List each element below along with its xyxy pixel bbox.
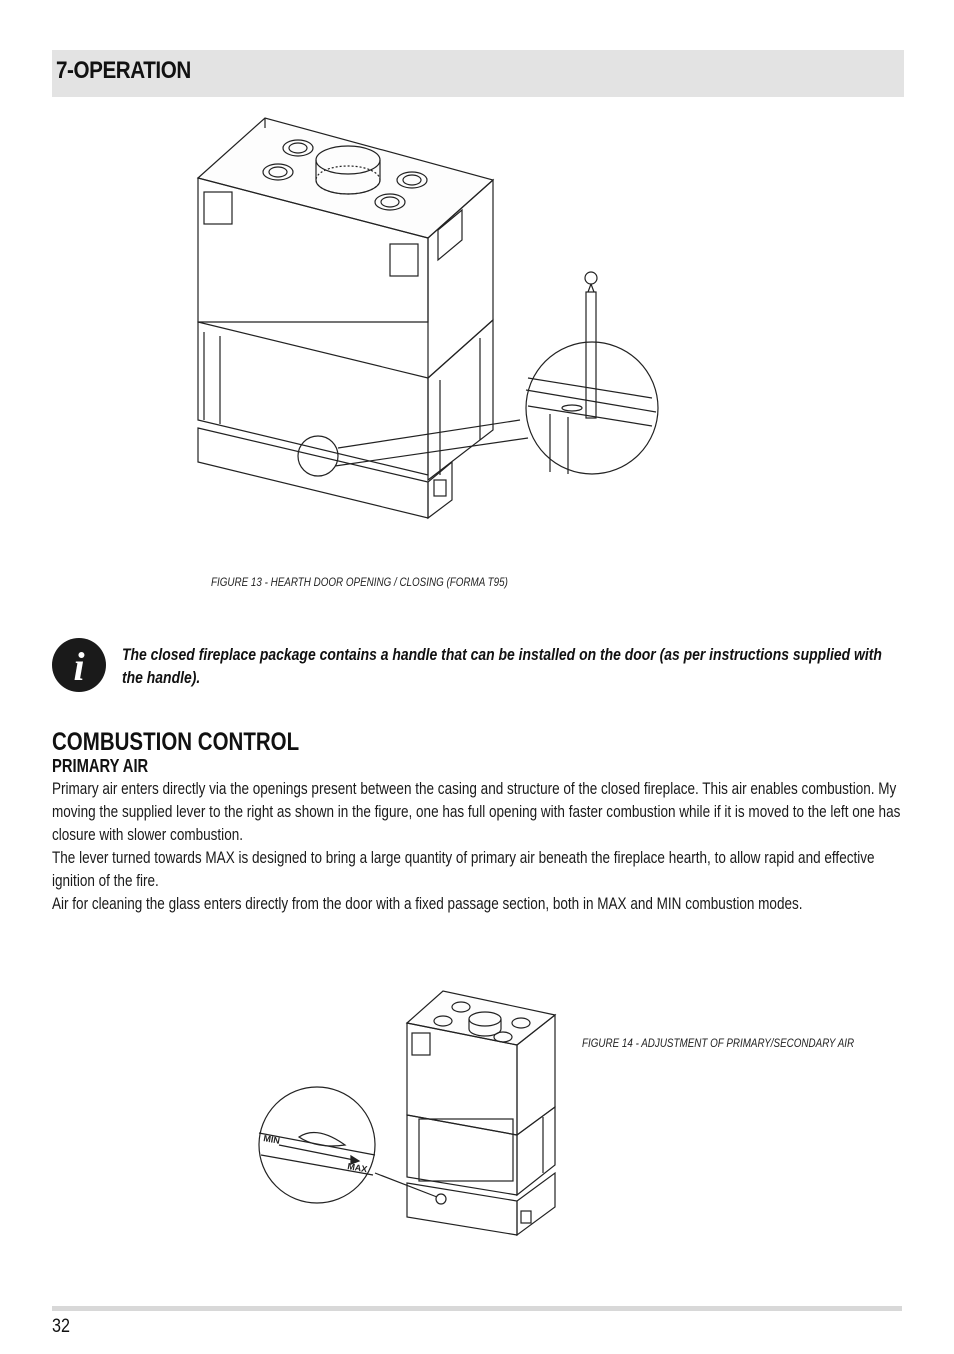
primary-air-body — [52, 778, 904, 916]
footer-rule — [52, 1306, 902, 1311]
paragraph: The lever turned towards MAX is designed to bring a large quantity of primary air beneath the fireplace hearth, to allow rapid and effective ignition of the fire. — [52, 849, 875, 890]
note-text: The closed fireplace package contains a handle that can be installed on the door (as per instructions supplied with the handle). — [122, 645, 882, 687]
figure-13-drawing — [190, 110, 670, 530]
combustion-heading: COMBUSTION CONTROL — [52, 728, 300, 756]
primary-air-subheading: PRIMARY AIR — [52, 756, 149, 776]
figure-14-caption: FIGURE 14 - ADJUSTMENT OF PRIMARY/SECONDARY AIR — [582, 1036, 855, 1050]
figure-13-caption: FIGURE 13 - HEARTH DOOR OPENING / CLOSING (FORMA T95) — [211, 575, 508, 589]
section-title: 7-OPERATION — [56, 57, 191, 84]
info-icon-letter: i — [73, 644, 85, 689]
max-label: MAX — [346, 1161, 369, 1175]
paragraph: Air for cleaning the glass enters directly from the door with a fixed passage section, both in MAX and MIN combustion modes. — [52, 895, 803, 913]
page-number: 32 — [52, 1316, 70, 1337]
info-icon — [52, 638, 106, 692]
figure-14-drawing — [255, 985, 565, 1245]
paragraph: Primary air enters directly via the openings present between the casing and structure of the closed fireplace. This air enables combustion. My moving the supplied lever to the right as shown in the figure, one has full opening with faster combustion while if it is moved to the left one has closure with slower combustion. — [52, 780, 901, 844]
min-label: MIN — [262, 1133, 281, 1146]
